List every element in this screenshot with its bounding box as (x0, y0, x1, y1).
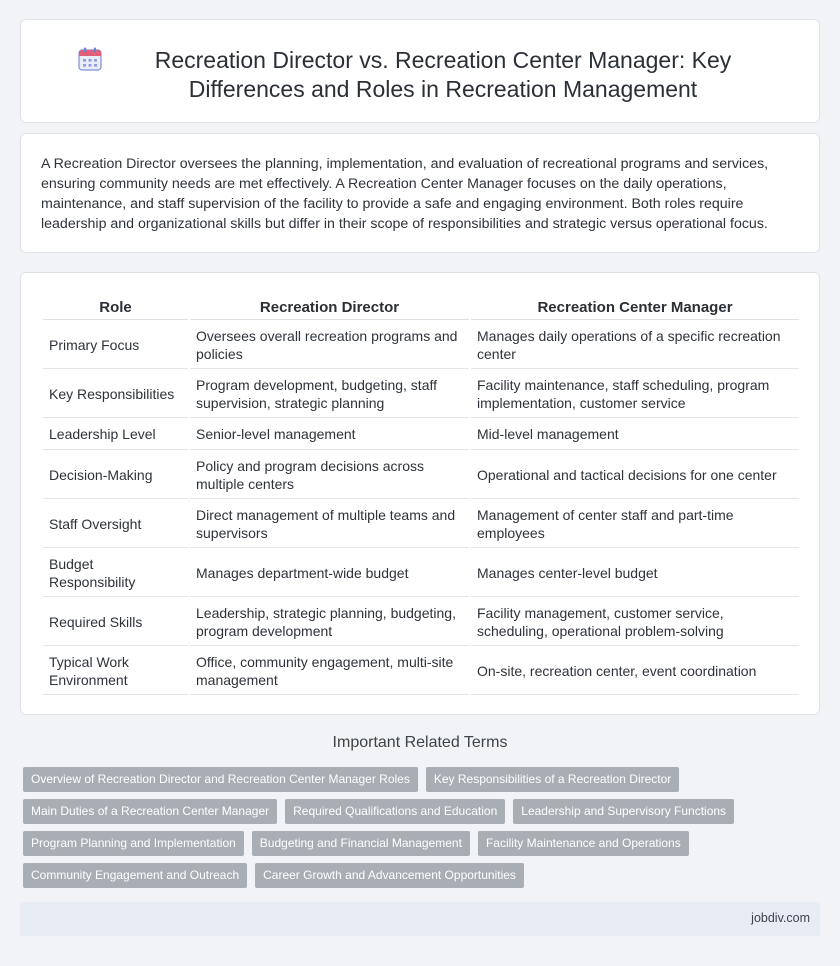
row-label: Leadership Level (43, 417, 189, 449)
director-cell: Program development, budgeting, staff supervision, strategic planning (189, 368, 470, 417)
row-label: Budget Responsibility (43, 547, 189, 596)
related-term-tag[interactable]: Budgeting and Financial Management (252, 831, 470, 856)
director-cell: Manages department-wide budget (189, 547, 470, 596)
intro-card (20, 133, 820, 253)
table-row (43, 645, 799, 694)
director-cell: Senior-level management (189, 417, 470, 449)
manager-cell: Operational and tactical decisions for one center (470, 449, 799, 498)
tag-row (23, 831, 813, 856)
row-label: Required Skills (43, 596, 189, 645)
table-row (43, 498, 799, 547)
related-term-tag[interactable]: Main Duties of a Recreation Center Manager (23, 799, 277, 824)
manager-cell: Facility management, customer service, scheduling, operational problem-solving (470, 596, 799, 645)
related-term-tag[interactable]: Career Growth and Advancement Opportunities (255, 863, 524, 888)
row-label: Typical Work Environment (43, 645, 189, 694)
tag-row (23, 863, 813, 888)
row-label: Primary Focus (43, 319, 189, 368)
related-term-tag[interactable]: Leadership and Supervisory Functions (513, 799, 734, 824)
header-recreation-director: Recreation Director (189, 295, 470, 319)
related-term-tag[interactable]: Facility Maintenance and Operations (478, 831, 689, 856)
related-term-tag[interactable]: Key Responsibilities of a Recreation Director (426, 767, 679, 792)
table-header-row (43, 295, 799, 319)
table-row (43, 547, 799, 596)
manager-cell: Manages center-level budget (470, 547, 799, 596)
comparison-card (20, 272, 820, 715)
table-row (43, 449, 799, 498)
tag-row (23, 767, 813, 792)
row-label: Staff Oversight (43, 498, 189, 547)
related-term-tag[interactable]: Community Engagement and Outreach (23, 863, 247, 888)
footer-site-link[interactable]: jobdiv.com (751, 911, 810, 925)
related-terms-heading: Important Related Terms (332, 734, 508, 751)
table-row (43, 319, 799, 368)
manager-cell: Facility maintenance, staff scheduling, program implementation, customer service (470, 368, 799, 417)
header-role: Role (43, 295, 189, 319)
manager-cell: Manages daily operations of a specific recreation center (470, 319, 799, 368)
manager-cell: Management of center staff and part-time employees (470, 498, 799, 547)
related-terms-list (23, 767, 813, 895)
page-title: Recreation Director vs. Recreation Center Manager: Key Differences and Roles in Recreation Management (154, 47, 732, 102)
related-term-tag[interactable]: Program Planning and Implementation (23, 831, 244, 856)
footer (20, 902, 820, 936)
related-term-tag[interactable]: Required Qualifications and Education (285, 799, 505, 824)
header-recreation-center-manager: Recreation Center Manager (470, 295, 799, 319)
director-cell: Leadership, strategic planning, budgeting, program development (189, 596, 470, 645)
director-cell: Office, community engagement, multi-site management (189, 645, 470, 694)
table-row (43, 417, 799, 449)
table-row (43, 368, 799, 417)
header-card (20, 19, 820, 123)
director-cell: Oversees overall recreation programs and policies (189, 319, 470, 368)
calendar-icon (77, 46, 103, 72)
director-cell: Direct management of multiple teams and supervisors (189, 498, 470, 547)
director-cell: Policy and program decisions across multiple centers (189, 449, 470, 498)
tag-row (23, 799, 813, 824)
related-term-tag[interactable]: Overview of Recreation Director and Recreation Center Manager Roles (23, 767, 418, 792)
manager-cell: Mid-level management (470, 417, 799, 449)
intro-paragraph: A Recreation Director oversees the planning, implementation, and evaluation of recreational programs and services, ensuring community needs are met effectively. A Recreation Center Manager focuses on the daily operations, maintenance, and staff supervision of the facility to provide a safe and engaging environment. Both roles require leadership and organizational skills but differ in their scope of responsibilities and strategic versus operational focus. (41, 156, 769, 232)
comparison-table (43, 295, 799, 695)
table-row (43, 596, 799, 645)
row-label: Decision-Making (43, 449, 189, 498)
manager-cell: On-site, recreation center, event coordination (470, 645, 799, 694)
row-label: Key Responsibilities (43, 368, 189, 417)
